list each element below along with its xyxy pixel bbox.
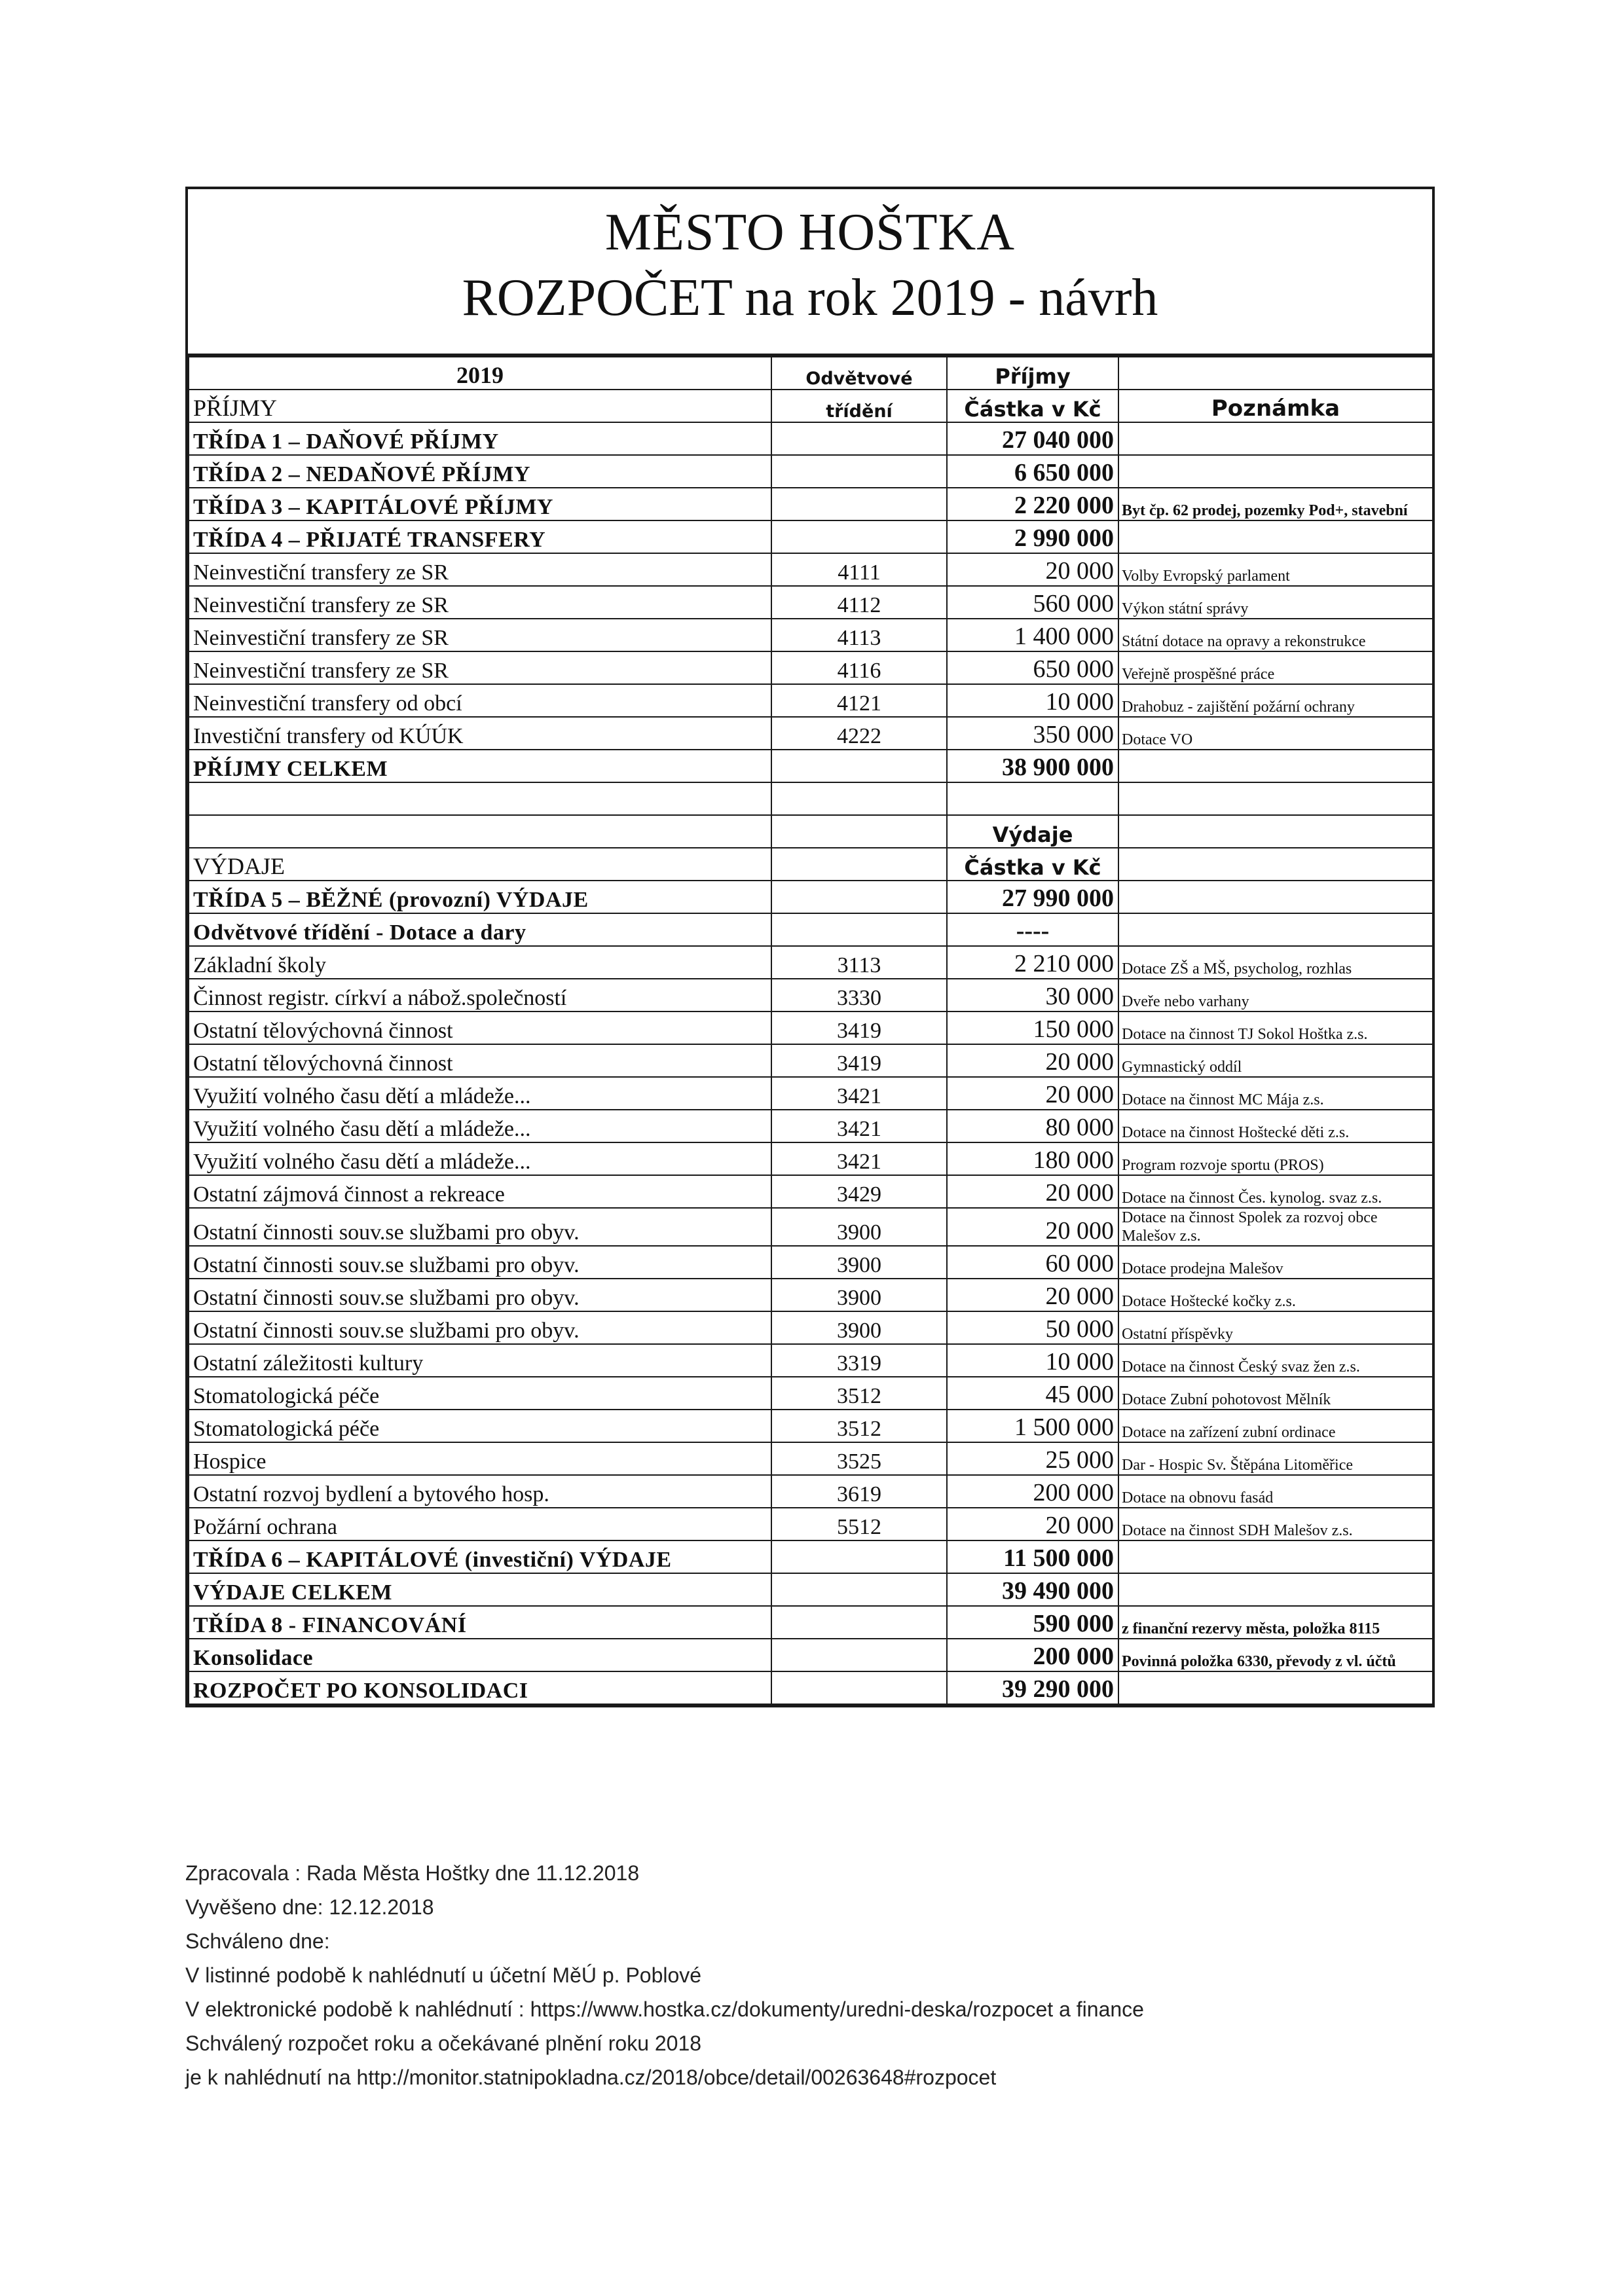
row-code: 4222 [771, 717, 947, 750]
row-code [771, 1671, 947, 1704]
row-code [771, 1606, 947, 1639]
row-name: TŘÍDA 6 – KAPITÁLOVÉ (investiční) VÝDAJE [189, 1540, 771, 1573]
row-code: 4116 [771, 651, 947, 684]
table-row [189, 1639, 1433, 1671]
table-row [189, 586, 1433, 619]
table-row [189, 913, 1433, 946]
row-name: TŘÍDA 5 – BĚŽNÉ (provozní) VÝDAJE [189, 881, 771, 913]
income-header [189, 357, 1433, 422]
row-name: VÝDAJE CELKEM [189, 1573, 771, 1606]
row-code [771, 1540, 947, 1573]
row-amount: 20 000 [947, 1208, 1118, 1246]
row-code [771, 422, 947, 455]
page-subtitle: ROZPOČET na rok 2019 - návrh [462, 269, 1158, 327]
row-note [1118, 422, 1433, 455]
budget-table [188, 356, 1433, 1705]
page-title: MĚSTO HOŠTKA [604, 204, 1016, 261]
row-note: Dotace na obnovu fasád [1118, 1475, 1433, 1508]
row-note [1118, 520, 1433, 553]
table-row [189, 1175, 1433, 1208]
row-name: Využití volného času dětí a mládeže... [189, 1142, 771, 1175]
row-note: Dotace na činnost Český svaz žen z.s. [1118, 1344, 1433, 1377]
footer-line: V listinné podobě k nahlédnutí u účetní MěÚ p. Poblové [185, 1963, 702, 1987]
row-amount: 10 000 [947, 684, 1118, 717]
income-rows [189, 422, 1433, 782]
row-code: 3419 [771, 1011, 947, 1044]
row-note: Dotace na činnost Čes. kynolog. svaz z.s. [1118, 1175, 1433, 1208]
row-name: Neinvestiční transfery ze SR [189, 586, 771, 619]
row-code [771, 488, 947, 520]
row-code: 3421 [771, 1077, 947, 1110]
table-row [189, 1442, 1433, 1475]
row-code: 3429 [771, 1175, 947, 1208]
income-section-label: PŘÍJMY [189, 390, 771, 422]
row-amount: 650 000 [947, 651, 1118, 684]
row-note: Byt čp. 62 prodej, pozemky Pod+, stavební [1118, 488, 1433, 520]
row-amount: 20 000 [947, 1175, 1118, 1208]
table-row [189, 1377, 1433, 1410]
expense-rows [189, 881, 1433, 1606]
footer-line: Schválený rozpočet roku a očekávané plnění roku 2018 [185, 2032, 702, 2055]
row-name: Činnost registr. církví a nábož.společností [189, 979, 771, 1011]
row-note [1118, 455, 1433, 488]
expense-amount-header-2: Částka v Kč [947, 848, 1118, 881]
row-amount: 11 500 000 [947, 1540, 1118, 1573]
table-row [189, 1606, 1433, 1639]
row-name: Stomatologická péče [189, 1410, 771, 1442]
row-code: 3113 [771, 946, 947, 979]
row-code: 3900 [771, 1279, 947, 1311]
row-name: Využití volného času dětí a mládeže... [189, 1077, 771, 1110]
row-amount: 350 000 [947, 717, 1118, 750]
table-row [189, 1246, 1433, 1279]
row-amount: 2 990 000 [947, 520, 1118, 553]
row-code: 3900 [771, 1311, 947, 1344]
table-row [189, 750, 1433, 782]
row-name: Konsolidace [189, 1639, 771, 1671]
row-name: Ostatní činnosti souv.se službami pro obyv. [189, 1279, 771, 1311]
row-code [771, 913, 947, 946]
table-row [189, 553, 1433, 586]
table-row [189, 1208, 1433, 1246]
row-amount: 20 000 [947, 1077, 1118, 1110]
expense-note-empty [1118, 815, 1433, 848]
row-note: Volby Evropský parlament [1118, 553, 1433, 586]
row-code: 3419 [771, 1044, 947, 1077]
row-name: Neinvestiční transfery ze SR [189, 619, 771, 651]
table-row [189, 1142, 1433, 1175]
row-amount: 150 000 [947, 1011, 1118, 1044]
table-row [189, 422, 1433, 455]
expense-header-empty [189, 815, 771, 848]
row-amount: 25 000 [947, 1442, 1118, 1475]
row-name: Ostatní zájmová činnost a rekreace [189, 1175, 771, 1208]
table-row [189, 1311, 1433, 1344]
row-note: Státní dotace na opravy a rekonstrukce [1118, 619, 1433, 651]
footer-line: V elektronické podobě k nahlédnutí : https://www.hostka.cz/dokumenty/uredni-deska/rozpocet a finance [185, 1997, 1144, 2021]
budget-document [185, 187, 1435, 1707]
table-row [189, 946, 1433, 979]
row-amount: 39 290 000 [947, 1671, 1118, 1704]
row-note [1118, 881, 1433, 913]
row-name: TŘÍDA 4 – PŘIJATÉ TRANSFERY [189, 520, 771, 553]
row-name: Investiční transfery od KÚÚK [189, 717, 771, 750]
row-note: Gymnastický oddíl [1118, 1044, 1433, 1077]
row-amount: 20 000 [947, 1044, 1118, 1077]
row-code [771, 520, 947, 553]
table-row [189, 979, 1433, 1011]
row-note: Dotace prodejna Malešov [1118, 1246, 1433, 1279]
row-code [771, 750, 947, 782]
row-amount: 1 400 000 [947, 619, 1118, 651]
table-row [189, 684, 1433, 717]
row-code: 3900 [771, 1246, 947, 1279]
row-note [1118, 1540, 1433, 1573]
table-row [189, 1279, 1433, 1311]
row-code: 3525 [771, 1442, 947, 1475]
row-amount: 590 000 [947, 1606, 1118, 1639]
code-header-1: Odvětvové [771, 357, 947, 390]
row-code: 3512 [771, 1410, 947, 1442]
footer-line: Vyvěšeno dne: 12.12.2018 [185, 1895, 434, 1919]
year-cell: 2019 [189, 357, 771, 390]
row-note: Ostatní příspěvky [1118, 1311, 1433, 1344]
row-name: Využití volného času dětí a mládeže... [189, 1110, 771, 1142]
row-note: Dotace Zubní pohotovost Mělník [1118, 1377, 1433, 1410]
row-note [1118, 1573, 1433, 1606]
row-code: 4112 [771, 586, 947, 619]
row-code: 4113 [771, 619, 947, 651]
row-name: Neinvestiční transfery ze SR [189, 651, 771, 684]
row-code: 5512 [771, 1508, 947, 1540]
document-header [188, 189, 1432, 356]
table-row [189, 1011, 1433, 1044]
footer-line: je k nahlédnutí na http://monitor.statnipokladna.cz/2018/obce/detail/00263648#rozpocet [185, 2066, 997, 2089]
row-code: 3512 [771, 1377, 947, 1410]
note-header: Poznámka [1118, 390, 1433, 422]
row-note: Dotace ZŠ a MŠ, psycholog, rozhlas [1118, 946, 1433, 979]
row-amount: 39 490 000 [947, 1573, 1118, 1606]
row-note: Dotace na zařízení zubní ordinace [1118, 1410, 1433, 1442]
table-row [189, 1044, 1433, 1077]
row-note: Dotace na činnost TJ Sokol Hoštka z.s. [1118, 1011, 1433, 1044]
row-note: z finanční rezervy města, položka 8115 [1118, 1606, 1433, 1639]
table-row [189, 717, 1433, 750]
row-amount: 2 220 000 [947, 488, 1118, 520]
expense-section-label: VÝDAJE [189, 848, 771, 881]
row-amount: 20 000 [947, 553, 1118, 586]
table-row [189, 520, 1433, 553]
row-amount: 50 000 [947, 1311, 1118, 1344]
row-name: TŘÍDA 3 – KAPITÁLOVÉ PŘÍJMY [189, 488, 771, 520]
row-name: TŘÍDA 1 – DAŇOVÉ PŘÍJMY [189, 422, 771, 455]
row-name: Požární ochrana [189, 1508, 771, 1540]
row-name: Ostatní činnosti souv.se službami pro obyv. [189, 1208, 771, 1246]
row-amount: 20 000 [947, 1279, 1118, 1311]
row-amount: 20 000 [947, 1508, 1118, 1540]
row-name: Ostatní rozvoj bydlení a bytového hosp. [189, 1475, 771, 1508]
row-note [1118, 1671, 1433, 1704]
row-note: Výkon státní správy [1118, 586, 1433, 619]
amount-header-1: Příjmy [947, 357, 1118, 390]
table-row [189, 1077, 1433, 1110]
row-note: Veřejně prospěšné práce [1118, 651, 1433, 684]
row-code: 3421 [771, 1142, 947, 1175]
document-footer [185, 1856, 1430, 2094]
row-amount: 38 900 000 [947, 750, 1118, 782]
row-code [771, 455, 947, 488]
table-row [189, 455, 1433, 488]
row-amount: 1 500 000 [947, 1410, 1118, 1442]
row-note: Program rozvoje sportu (PROS) [1118, 1142, 1433, 1175]
expense-header [189, 782, 1433, 881]
row-amount: 200 000 [947, 1639, 1118, 1671]
footer-line: Zpracovala : Rada Města Hoštky dne 11.12.2018 [185, 1861, 640, 1885]
table-row [189, 1475, 1433, 1508]
row-name: Ostatní tělovýchovná činnost [189, 1044, 771, 1077]
row-name: Odvětvové třídění - Dotace a dary [189, 913, 771, 946]
note-header-empty [1118, 357, 1433, 390]
row-note: Povinná položka 6330, převody z vl. účtů [1118, 1639, 1433, 1671]
row-code [771, 881, 947, 913]
row-amount: 27 990 000 [947, 881, 1118, 913]
row-name: Stomatologická péče [189, 1377, 771, 1410]
footer-line: Schváleno dne: [185, 1929, 330, 1953]
row-note: Dotace na činnost MC Mája z.s. [1118, 1077, 1433, 1110]
row-note: Dveře nebo varhany [1118, 979, 1433, 1011]
table-row [189, 1110, 1433, 1142]
row-name: Ostatní činnosti souv.se službami pro obyv. [189, 1246, 771, 1279]
row-amount: 560 000 [947, 586, 1118, 619]
table-row [189, 1671, 1433, 1704]
row-note: Dotace VO [1118, 717, 1433, 750]
final-rows [189, 1606, 1433, 1704]
table-row [189, 488, 1433, 520]
row-amount: 60 000 [947, 1246, 1118, 1279]
row-amount: 10 000 [947, 1344, 1118, 1377]
expense-code-empty [771, 815, 947, 848]
row-name: ROZPOČET PO KONSOLIDACI [189, 1671, 771, 1704]
row-amount: 200 000 [947, 1475, 1118, 1508]
row-code: 3619 [771, 1475, 947, 1508]
row-code: 3421 [771, 1110, 947, 1142]
row-note: Dotace na činnost Spolek za rozvoj obce Malešov z.s. [1118, 1208, 1433, 1246]
row-note [1118, 750, 1433, 782]
table-row [189, 1573, 1433, 1606]
row-name: TŘÍDA 2 – NEDAŇOVÉ PŘÍJMY [189, 455, 771, 488]
row-note [1118, 913, 1433, 946]
row-name: Základní školy [189, 946, 771, 979]
row-name: Ostatní tělovýchovná činnost [189, 1011, 771, 1044]
row-code: 3330 [771, 979, 947, 1011]
row-code [771, 1573, 947, 1606]
table-row [189, 1540, 1433, 1573]
row-code [771, 1639, 947, 1671]
table-row [189, 1344, 1433, 1377]
row-name: PŘÍJMY CELKEM [189, 750, 771, 782]
row-amount: 6 650 000 [947, 455, 1118, 488]
row-name: Neinvestiční transfery od obcí [189, 684, 771, 717]
row-amount: 80 000 [947, 1110, 1118, 1142]
row-note: Dar - Hospic Sv. Štěpána Litoměřice [1118, 1442, 1433, 1475]
row-code: 3319 [771, 1344, 947, 1377]
table-row [189, 1410, 1433, 1442]
row-note: Drahobuz - zajištění požární ochrany [1118, 684, 1433, 717]
row-code: 4121 [771, 684, 947, 717]
expense-code-empty-2 [771, 848, 947, 881]
row-name: Neinvestiční transfery ze SR [189, 553, 771, 586]
expense-amount-header-1: Výdaje [947, 815, 1118, 848]
code-header-2: třídění [771, 390, 947, 422]
row-note: Dotace na činnost Hoštecké děti z.s. [1118, 1110, 1433, 1142]
table-row [189, 1508, 1433, 1540]
amount-header-2: Částka v Kč [947, 390, 1118, 422]
row-name: Ostatní činnosti souv.se službami pro obyv. [189, 1311, 771, 1344]
row-note: Dotace Hoštecké kočky z.s. [1118, 1279, 1433, 1311]
row-name: Ostatní záležitosti kultury [189, 1344, 771, 1377]
row-name: TŘÍDA 8 - FINANCOVÁNÍ [189, 1606, 771, 1639]
row-amount: 2 210 000 [947, 946, 1118, 979]
row-code: 4111 [771, 553, 947, 586]
expense-note-empty-2 [1118, 848, 1433, 881]
row-amount: 45 000 [947, 1377, 1118, 1410]
table-row [189, 881, 1433, 913]
row-amount: 180 000 [947, 1142, 1118, 1175]
row-name: Hospice [189, 1442, 771, 1475]
table-row [189, 651, 1433, 684]
row-amount: ---- [947, 913, 1118, 946]
table-row [189, 619, 1433, 651]
row-note: Dotace na činnost SDH Malešov z.s. [1118, 1508, 1433, 1540]
row-code: 3900 [771, 1208, 947, 1246]
row-amount: 27 040 000 [947, 422, 1118, 455]
row-amount: 30 000 [947, 979, 1118, 1011]
